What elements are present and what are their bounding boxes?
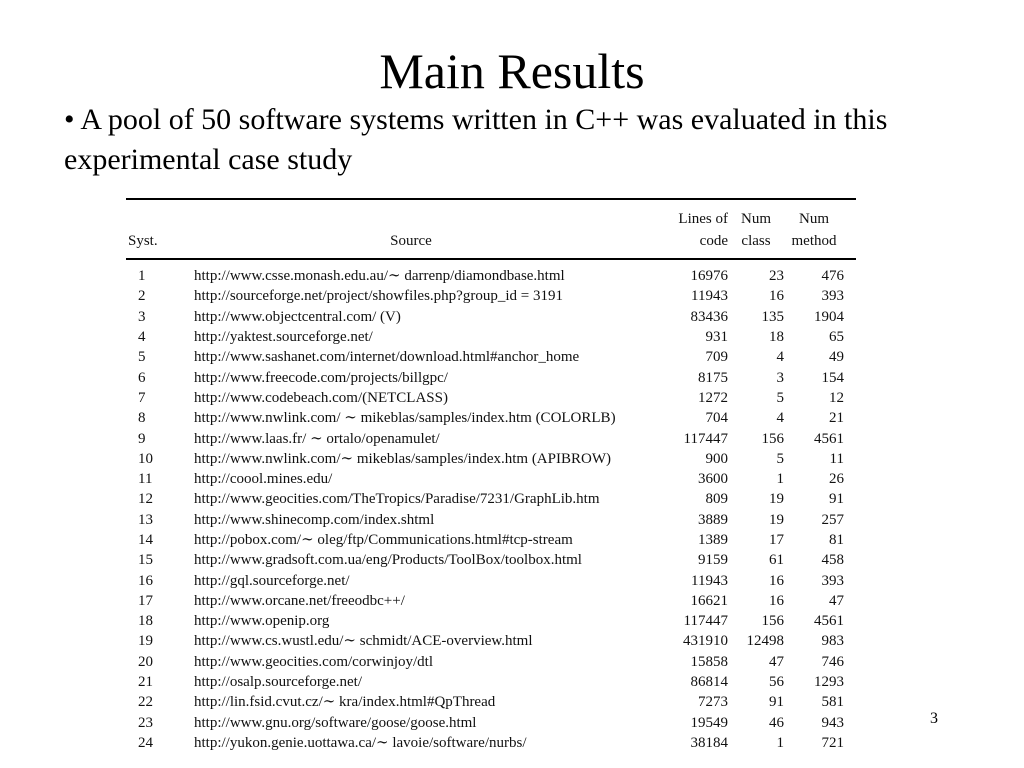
cell-num-method: 12 xyxy=(829,389,844,406)
cell-source: http://www.gradsoft.com.ua/eng/Products/ToolBox/toolbox.html xyxy=(194,552,582,569)
cell-syst: 9 xyxy=(138,430,146,447)
cell-source: http://www.openip.org xyxy=(194,613,330,630)
cell-lines-of-code: 709 xyxy=(705,349,728,366)
cell-source: http://www.gnu.org/software/goose/goose.html xyxy=(194,714,477,731)
header-num-method xyxy=(784,200,856,259)
cell-lines-of-code: 3889 xyxy=(698,511,728,528)
table-row xyxy=(126,713,856,733)
cell-syst: 20 xyxy=(138,653,153,670)
cell-num-method: 257 xyxy=(821,511,844,528)
cell-lines-of-code: 431910 xyxy=(683,633,728,650)
cell-source: http://www.geocities.com/corwinjoy/dtl xyxy=(194,653,433,670)
cell-num-method: 393 xyxy=(821,288,844,305)
header-lines-of-code xyxy=(628,200,728,259)
table-row xyxy=(126,327,856,347)
cell-num-class: 16 xyxy=(769,592,784,609)
cell-syst: 17 xyxy=(138,592,153,609)
cell-num-method: 4561 xyxy=(814,430,844,447)
table-row xyxy=(126,530,856,550)
table-row xyxy=(126,428,856,448)
cell-num-method: 581 xyxy=(821,694,844,711)
cell-syst: 6 xyxy=(138,369,146,386)
cell-num-class: 4 xyxy=(776,410,784,427)
cell-source: http://www.nwlink.com/ ∼ mikeblas/samples/index.htm (COLORLB) xyxy=(194,410,616,427)
cell-source: http://www.orcane.net/freeodbc++/ xyxy=(194,592,405,609)
cell-num-class: 16 xyxy=(769,572,784,589)
cell-syst: 24 xyxy=(138,734,153,751)
cell-source: http://www.geocities.com/TheTropics/Paradise/7231/GraphLib.htm xyxy=(194,491,600,508)
header-cls-line2: class xyxy=(741,233,771,249)
cell-source: http://gql.sourceforge.net/ xyxy=(194,572,350,589)
cell-num-method: 476 xyxy=(821,268,844,285)
table-row xyxy=(126,367,856,387)
cell-num-class: 47 xyxy=(769,653,784,670)
cell-source: http://sourceforge.net/project/showfiles.php?group_id = 3191 xyxy=(194,288,563,305)
table-row xyxy=(126,388,856,408)
table-row xyxy=(126,307,856,327)
cell-source: http://www.csse.monash.edu.au/∼ darrenp/diamondbase.html xyxy=(194,268,565,285)
header-mth-line2: method xyxy=(791,233,837,249)
cell-source: http://pobox.com/∼ oleg/ftp/Communications.html#tcp-stream xyxy=(194,532,573,548)
cell-num-method: 11 xyxy=(829,450,844,467)
cell-source: http://osalp.sourceforge.net/ xyxy=(194,674,363,691)
cell-num-class: 5 xyxy=(776,389,784,406)
cell-source: http://www.sashanet.com/internet/download.html#anchor_home xyxy=(194,349,580,366)
table-row xyxy=(126,591,856,611)
cell-source: http://yaktest.sourceforge.net/ xyxy=(194,329,373,346)
table-row xyxy=(126,672,856,692)
cell-num-method: 983 xyxy=(821,633,844,650)
cell-num-class: 156 xyxy=(761,613,784,630)
cell-lines-of-code: 38184 xyxy=(690,734,728,751)
cell-lines-of-code: 809 xyxy=(705,491,728,508)
cell-num-class: 1 xyxy=(776,471,784,488)
cell-lines-of-code: 11943 xyxy=(691,288,728,305)
cell-num-class: 19 xyxy=(769,491,784,508)
cell-num-method: 746 xyxy=(821,653,844,670)
results-table xyxy=(126,198,856,753)
cell-num-class: 18 xyxy=(769,329,784,346)
cell-lines-of-code: 1389 xyxy=(698,532,728,548)
cell-num-class: 3 xyxy=(776,369,784,386)
cell-syst: 22 xyxy=(138,694,153,711)
cell-syst: 19 xyxy=(138,633,153,650)
table-row xyxy=(126,449,856,469)
table-header-row xyxy=(126,200,856,259)
bullet-text: • A pool of 50 software systems written in C++ was evaluated in this experimental case study xyxy=(64,103,888,176)
cell-num-class: 17 xyxy=(769,532,784,548)
table-row xyxy=(126,550,856,570)
cell-num-class: 156 xyxy=(761,430,784,447)
page-number: 3 xyxy=(930,710,938,727)
cell-lines-of-code: 117447 xyxy=(683,430,728,447)
cell-syst: 1 xyxy=(138,268,146,285)
cell-syst: 13 xyxy=(138,511,153,528)
cell-num-method: 47 xyxy=(829,592,844,609)
cell-num-class: 1 xyxy=(776,734,784,751)
cell-lines-of-code: 704 xyxy=(705,410,728,427)
cell-syst: 3 xyxy=(138,308,146,325)
cell-lines-of-code: 15858 xyxy=(690,653,728,670)
cell-num-class: 91 xyxy=(769,694,784,711)
cell-syst: 5 xyxy=(138,349,146,366)
cell-lines-of-code: 11943 xyxy=(691,572,728,589)
cell-source: http://lin.fsid.cvut.cz/∼ kra/index.html#QpThread xyxy=(194,694,496,711)
cell-source: http://www.cs.wustl.edu/∼ schmidt/ACE-overview.html xyxy=(194,633,533,650)
table-row xyxy=(126,259,856,286)
cell-num-method: 1904 xyxy=(814,308,844,325)
table-row xyxy=(126,652,856,672)
header-num-class xyxy=(728,200,784,259)
cell-num-method: 81 xyxy=(829,532,844,548)
cell-source: http://www.codebeach.com/(NETCLASS) xyxy=(194,389,448,406)
cell-syst: 23 xyxy=(138,714,153,731)
cell-num-class: 16 xyxy=(769,288,784,305)
cell-syst: 7 xyxy=(138,389,146,406)
cell-num-method: 26 xyxy=(829,471,844,488)
cell-source: http://www.freecode.com/projects/billgpc/ xyxy=(194,369,448,386)
cell-num-method: 154 xyxy=(821,369,844,386)
cell-source: http://yukon.genie.uottawa.ca/∼ lavoie/software/nurbs/ xyxy=(194,734,527,751)
table-row xyxy=(126,286,856,306)
cell-num-method: 1293 xyxy=(814,674,844,691)
cell-num-class: 61 xyxy=(769,552,784,569)
cell-lines-of-code: 7273 xyxy=(698,694,728,711)
table-row xyxy=(126,733,856,753)
slide-title: Main Results xyxy=(379,43,645,99)
cell-syst: 4 xyxy=(138,329,146,346)
header-source: Source xyxy=(194,200,628,259)
cell-num-method: 393 xyxy=(821,572,844,589)
cell-lines-of-code: 86814 xyxy=(690,674,728,691)
cell-syst: 10 xyxy=(138,450,153,467)
cell-lines-of-code: 3600 xyxy=(698,471,728,488)
cell-num-class: 12498 xyxy=(746,633,784,650)
cell-num-method: 4561 xyxy=(814,613,844,630)
cell-lines-of-code: 83436 xyxy=(690,308,728,325)
cell-num-method: 721 xyxy=(821,734,844,751)
cell-num-class: 46 xyxy=(769,714,784,731)
header-cls-line1: Num xyxy=(741,211,771,227)
cell-source: http://www.laas.fr/ ∼ ortalo/openamulet/ xyxy=(194,430,440,447)
cell-syst: 16 xyxy=(138,572,153,589)
cell-lines-of-code: 16976 xyxy=(690,268,728,285)
cell-lines-of-code: 19549 xyxy=(690,714,728,731)
cell-num-class: 56 xyxy=(769,674,784,691)
cell-lines-of-code: 900 xyxy=(705,450,728,467)
cell-syst: 12 xyxy=(138,491,153,508)
cell-source: http://www.objectcentral.com/ (V) xyxy=(194,308,401,325)
cell-num-method: 943 xyxy=(821,714,844,731)
cell-source: http://www.shinecomp.com/index.shtml xyxy=(194,511,435,528)
table-row xyxy=(126,510,856,530)
table-row xyxy=(126,631,856,651)
cell-num-class: 19 xyxy=(769,511,784,528)
cell-num-method: 458 xyxy=(821,552,844,569)
cell-syst: 21 xyxy=(138,674,153,691)
cell-lines-of-code: 117447 xyxy=(683,613,728,630)
table-row xyxy=(126,489,856,509)
header-loc-line1: Lines of xyxy=(678,211,728,227)
cell-syst: 14 xyxy=(138,532,153,548)
cell-syst: 15 xyxy=(138,552,153,569)
cell-lines-of-code: 16621 xyxy=(690,592,728,609)
table-row xyxy=(126,692,856,712)
table-row xyxy=(126,469,856,489)
table-row xyxy=(126,611,856,631)
cell-num-class: 23 xyxy=(769,268,784,285)
cell-num-method: 49 xyxy=(829,349,844,366)
header-loc-line2: code xyxy=(699,233,728,249)
cell-lines-of-code: 9159 xyxy=(698,552,728,569)
cell-syst: 11 xyxy=(138,471,153,488)
cell-syst: 18 xyxy=(138,613,153,630)
table-row xyxy=(126,408,856,428)
cell-num-method: 21 xyxy=(829,410,844,427)
header-mth-line1: Num xyxy=(799,211,829,227)
cell-num-method: 91 xyxy=(829,491,844,508)
cell-num-class: 4 xyxy=(776,349,784,366)
cell-num-class: 135 xyxy=(761,308,784,325)
cell-lines-of-code: 931 xyxy=(705,329,728,346)
cell-lines-of-code: 8175 xyxy=(698,369,728,386)
cell-source: http://coool.mines.edu/ xyxy=(194,471,333,488)
cell-syst: 2 xyxy=(138,288,146,305)
cell-source: http://www.nwlink.com/∼ mikeblas/samples/index.htm (APIBROW) xyxy=(194,450,611,467)
cell-lines-of-code: 1272 xyxy=(698,389,728,406)
table-body xyxy=(126,259,856,753)
table-row xyxy=(126,570,856,590)
results-table-container xyxy=(126,198,856,753)
cell-num-class: 5 xyxy=(776,450,784,467)
cell-num-method: 65 xyxy=(829,329,844,346)
header-syst: Syst. xyxy=(126,200,194,259)
table-row xyxy=(126,347,856,367)
cell-syst: 8 xyxy=(138,410,146,427)
